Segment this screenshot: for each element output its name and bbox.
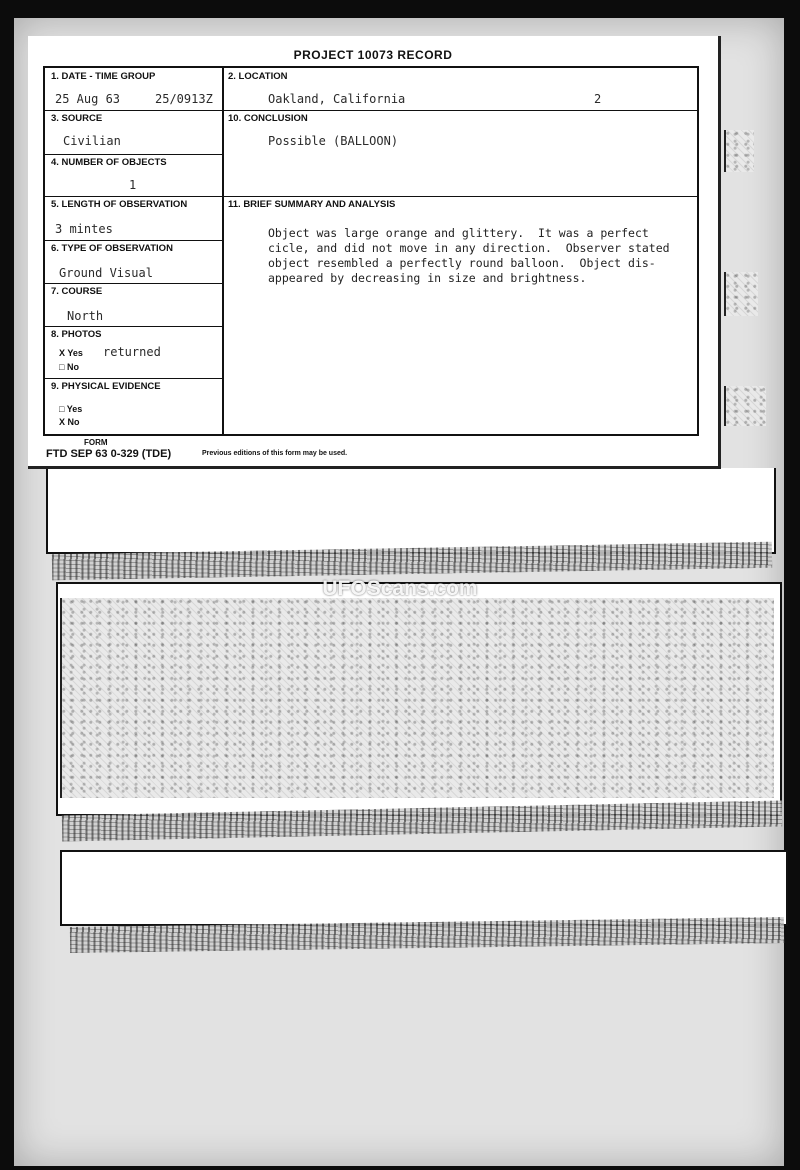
summary-text xyxy=(268,226,688,286)
stacked-card-edge-1 xyxy=(46,468,776,554)
type-of-observation-value: Ground Visual xyxy=(59,266,153,280)
length-of-observation-label: 5. LENGTH OF OBSERVATION xyxy=(51,199,188,210)
number-of-objects-label: 4. NUMBER OF OBJECTS xyxy=(51,157,167,168)
type-of-observation-label: 6. TYPE OF OBSERVATION xyxy=(51,243,173,254)
course-value: North xyxy=(67,309,104,323)
summary-label: 11. BRIEF SUMMARY AND ANALYSIS xyxy=(228,199,396,210)
location-cell xyxy=(222,68,697,110)
summary-line: cicle, and did not move in any direction. Observer stated xyxy=(268,241,670,255)
photos-cell xyxy=(45,326,222,378)
back-card-edge-a xyxy=(724,130,754,172)
physical-evidence-label: 9. PHYSICAL EVIDENCE xyxy=(51,381,161,392)
watermark-text: UFOScans.com xyxy=(322,577,478,600)
summary-line: Object was large orange and glittery. It was a perfect xyxy=(268,226,649,240)
course-label: 7. COURSE xyxy=(51,286,103,297)
time-value: 25/0913Z xyxy=(155,92,213,106)
physical-evidence-no-mark: X xyxy=(59,417,66,427)
photos-no-checkbox xyxy=(59,362,79,372)
footer-form-id: FTD SEP 63 0-329 (TDE) xyxy=(46,448,172,460)
photos-no-mark: □ xyxy=(59,362,65,372)
footer-note: Previous editions of this form may be used. xyxy=(202,450,348,457)
location-value: Oakland, California xyxy=(268,92,406,106)
number-of-objects-value: 1 xyxy=(129,178,137,192)
photos-note: returned xyxy=(103,345,161,359)
physical-evidence-yes-mark: □ xyxy=(59,404,65,414)
photos-no-label: No xyxy=(66,362,79,372)
physical-evidence-yes-label: Yes xyxy=(66,404,83,414)
conclusion-label: 10. CONCLUSION xyxy=(228,113,308,124)
photos-yes-checkbox xyxy=(59,348,83,358)
location-extra-value: 2 xyxy=(594,92,602,106)
stacked-card-texture xyxy=(60,598,774,798)
course-cell xyxy=(45,283,222,326)
photos-yes-label: Yes xyxy=(67,348,83,358)
conclusion-value: Possible (BALLOON) xyxy=(268,134,399,148)
source-value: Civilian xyxy=(63,134,121,148)
physical-evidence-yes-checkbox xyxy=(59,404,82,414)
source-cell xyxy=(45,110,222,154)
form-grid xyxy=(43,66,699,436)
back-card-edge-c xyxy=(724,386,766,426)
source-label: 3. SOURCE xyxy=(51,113,103,124)
length-of-observation-value: 3 mintes xyxy=(55,222,113,236)
length-of-observation-cell xyxy=(45,196,222,240)
physical-evidence-cell xyxy=(45,378,222,434)
summary-cell xyxy=(222,196,697,434)
physical-evidence-no-checkbox xyxy=(59,417,80,427)
photos-yes-mark: X xyxy=(59,348,66,358)
back-card-edge-b xyxy=(724,272,758,316)
form-title: PROJECT 10073 RECORD xyxy=(293,48,453,62)
photos-label: 8. PHOTOS xyxy=(51,329,102,340)
date-time-label: 1. DATE - TIME GROUP xyxy=(51,71,156,82)
stacked-card-edge-3 xyxy=(60,850,788,926)
location-label: 2. LOCATION xyxy=(228,71,288,82)
record-card xyxy=(28,36,721,469)
footer-form-word: FORM xyxy=(84,438,108,447)
conclusion-cell xyxy=(222,110,697,196)
summary-line: object resembled a perfectly round balloon. Object dis- xyxy=(268,256,656,270)
number-of-objects-cell xyxy=(45,154,222,196)
type-of-observation-cell xyxy=(45,240,222,283)
physical-evidence-no-label: No xyxy=(67,417,80,427)
date-time-cell xyxy=(45,68,222,110)
summary-line: appeared by decreasing in size and brightness. xyxy=(268,271,587,285)
date-value: 25 Aug 63 xyxy=(55,92,121,106)
